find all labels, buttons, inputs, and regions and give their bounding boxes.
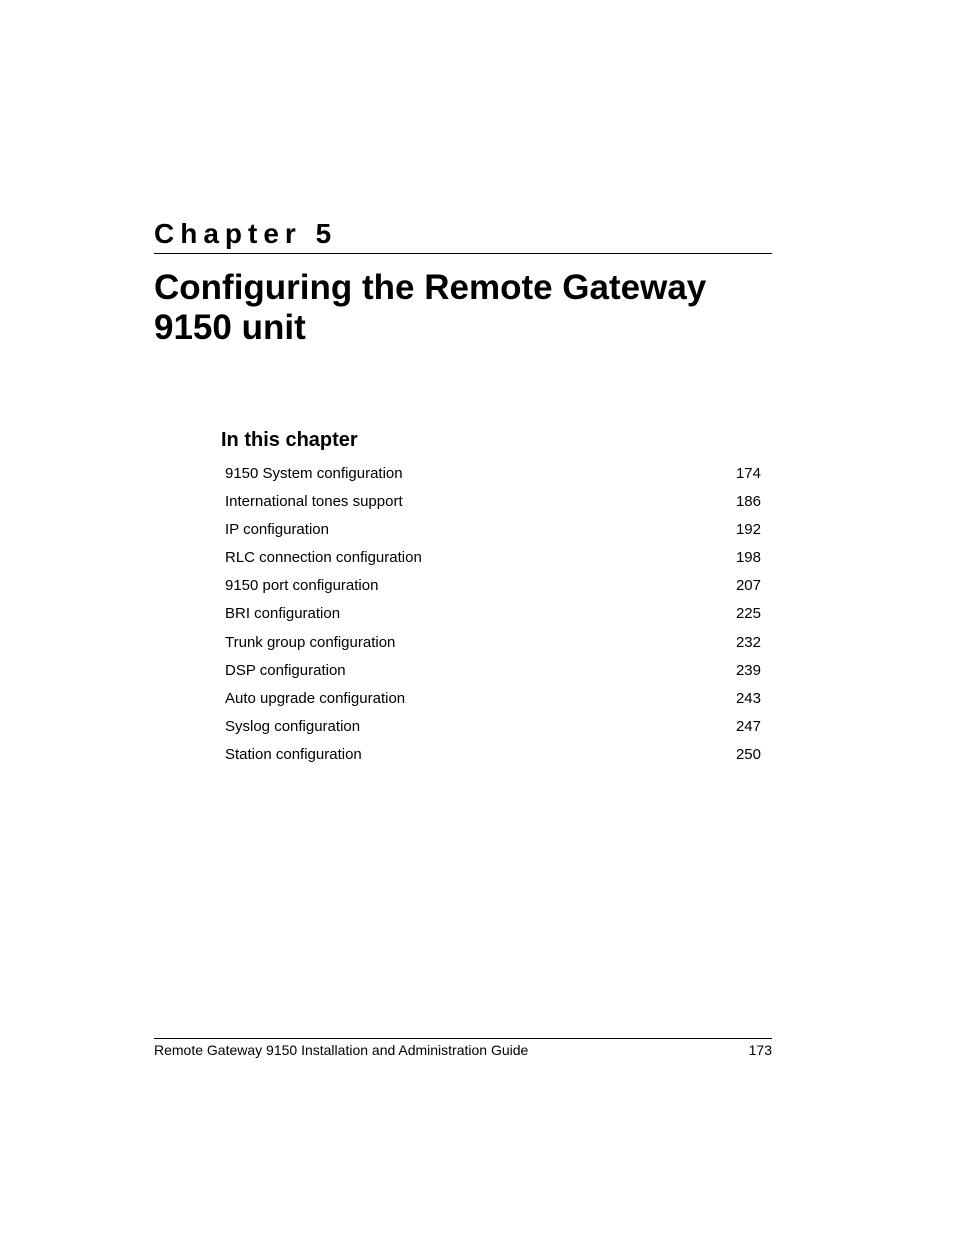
toc-entry-page: 247 bbox=[735, 717, 761, 735]
toc-entry-title: International tones support bbox=[225, 493, 403, 511]
toc-entry-page: 250 bbox=[735, 745, 761, 763]
toc-entry-page: 225 bbox=[735, 605, 761, 623]
toc-entry-page: 232 bbox=[735, 633, 761, 651]
footer-divider bbox=[154, 1038, 772, 1039]
toc-entry[interactable] bbox=[225, 460, 761, 488]
toc-entry-title: DSP configuration bbox=[225, 661, 346, 679]
toc-entry-title: BRI configuration bbox=[225, 605, 341, 623]
footer-document-title: Remote Gateway 9150 Installation and Administration Guide bbox=[154, 1042, 529, 1058]
toc-entry[interactable] bbox=[225, 516, 761, 544]
toc-entry-page: 186 bbox=[735, 493, 761, 511]
chapter-divider bbox=[154, 253, 772, 254]
toc-entry-title: Syslog configuration bbox=[225, 717, 361, 735]
toc-entry[interactable] bbox=[225, 600, 761, 628]
chapter-title: Configuring the Remote Gateway 9150 unit bbox=[154, 268, 707, 347]
toc-entry[interactable] bbox=[225, 629, 761, 657]
toc-entry-page: 174 bbox=[735, 465, 761, 482]
toc-list bbox=[225, 460, 761, 769]
page-footer bbox=[154, 1040, 772, 1060]
toc-entry-page: 243 bbox=[735, 689, 761, 707]
toc-entry[interactable] bbox=[225, 741, 761, 769]
toc-entry[interactable] bbox=[225, 685, 761, 713]
toc-entry-title: RLC connection configuration bbox=[225, 549, 422, 567]
toc-entry-page: 198 bbox=[735, 549, 761, 567]
toc-entry[interactable] bbox=[225, 713, 761, 741]
toc-entry-title: 9150 port configuration bbox=[225, 577, 379, 595]
chapter-label: Chapter 5 bbox=[154, 218, 338, 249]
toc-entry[interactable] bbox=[225, 572, 761, 600]
toc-entry-page: 239 bbox=[735, 661, 761, 679]
toc-entry-page: 192 bbox=[735, 521, 761, 539]
toc-entry[interactable] bbox=[225, 544, 761, 572]
toc-entry-title: IP configuration bbox=[225, 521, 329, 539]
toc-entry[interactable] bbox=[225, 657, 761, 685]
toc-entry-title: 9150 System configuration bbox=[225, 465, 403, 482]
toc-entry-title: Trunk group configuration bbox=[225, 633, 396, 651]
toc-entry-title: Station configuration bbox=[225, 745, 362, 763]
toc-heading: In this chapter bbox=[221, 429, 358, 451]
footer-page-number: 173 bbox=[748, 1042, 772, 1058]
toc-entry[interactable] bbox=[225, 488, 761, 516]
toc-entry-title: Auto upgrade configuration bbox=[225, 689, 406, 707]
toc-entry-page: 207 bbox=[735, 577, 761, 595]
